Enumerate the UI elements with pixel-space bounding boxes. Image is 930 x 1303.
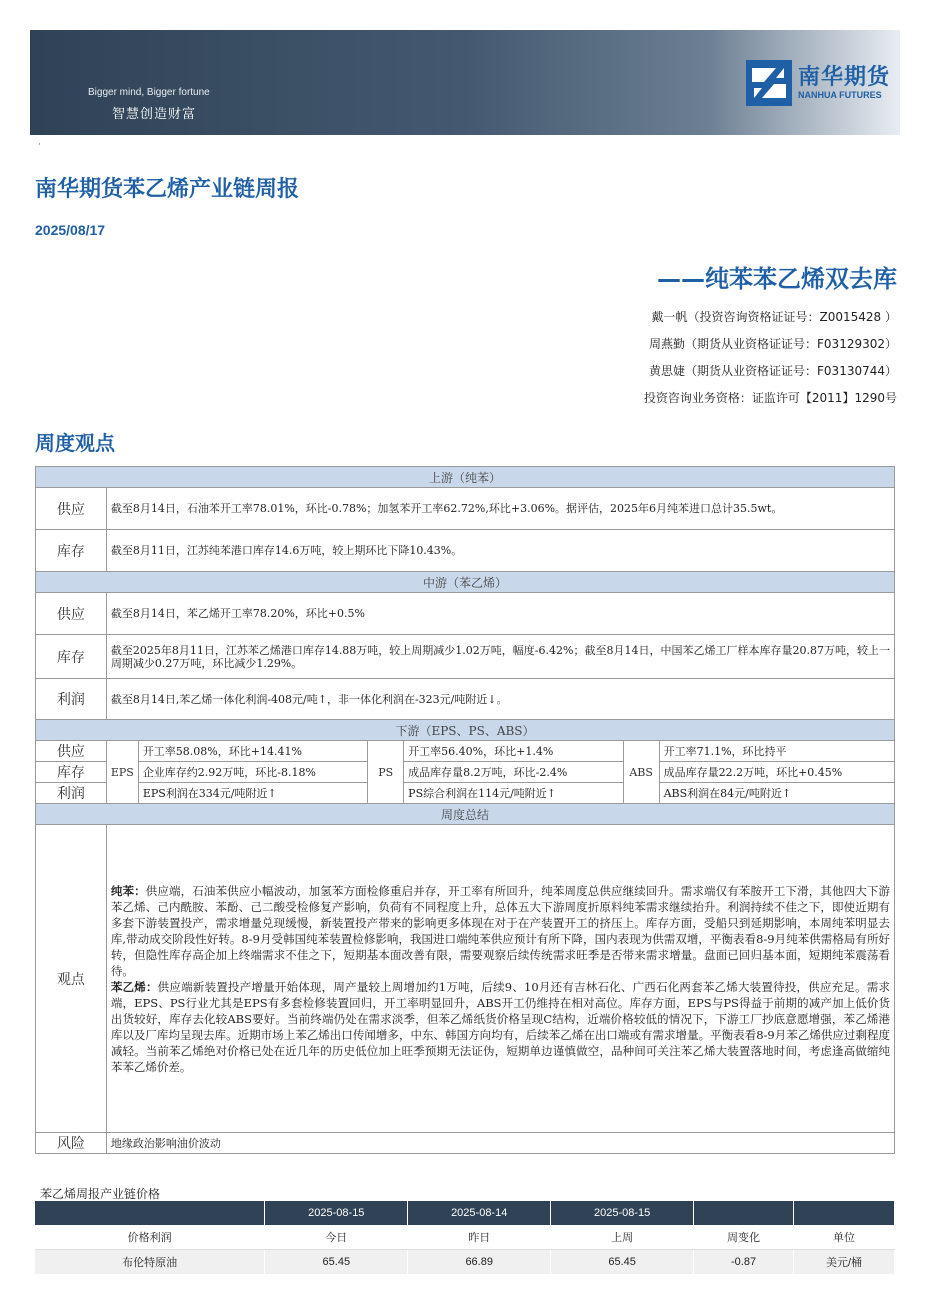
- license-line: 投资咨询业务资格：证监许可【2011】1290号: [643, 391, 897, 405]
- benzene-heading: 纯苯：: [110, 883, 146, 898]
- upstream-inventory-text: 截至8月11日，江苏纯苯港口库存14.6万吨，较上期环比下降10.43%。: [106, 530, 894, 572]
- midstream-supply-text: 截至8月14日，苯乙烯开工率78.20%，环比+0.5%: [106, 593, 894, 635]
- author-line: 戴一帆（投资咨询资格证证号：Z0015428 ）: [651, 310, 897, 324]
- slogan-cn: 智慧创造财富: [112, 107, 197, 122]
- table-cell: 65.45: [551, 1250, 694, 1275]
- styrene-paragraph: [111, 979, 890, 1075]
- date-cell: [35, 1201, 265, 1225]
- midstream-profit-label: 利润: [36, 679, 107, 720]
- header-banner: [30, 30, 900, 135]
- table-cell: -0.87: [694, 1250, 794, 1275]
- downstream-inventory-label: 库存: [36, 762, 107, 783]
- column-header: 昨日: [408, 1225, 551, 1250]
- benzene-text: 供应端，石油苯供应小幅波动，加氢苯方面检修重启并存，开工率有所回升，纯苯周度总供应继续回升。需求端仅有苯胺开工下滑，其他四大下游苯乙烯、己内酰胺、苯酚、己二酸受检修复产影响，负荷有不同程度上升，总体五大下游周度折原料纯苯需求继续抬升。利润持续不佳之下，即使近期有多套下游装置投产，需求增量兑现缓慢，新装置投产带来的影响更多体现在对于在产装置开工的挤压上。库存方面，受船只到延期影响，本周纯苯明显去库,带动成交阶段性好转。8-9月受韩国纯苯装置检修影响，我国进口端纯苯供应预计有所下降，国内表现为供需双增，平衡表看8-9月纯苯供需格局有所好转，但隐性库存高企加上终端需求不佳之下，短期基本面改善有限，需要观察后续传统需求旺季是否带来需求增量。盘面已回归基本面，短期纯苯震荡看待。: [110, 883, 891, 978]
- risk-label: 风险: [36, 1133, 107, 1154]
- eps-inventory: 企业库存约2.92万吨，环比-8.18%: [138, 762, 367, 783]
- table-cell: 66.89: [408, 1250, 551, 1275]
- report-subtitle: ——纯苯苯乙烯双去库: [657, 265, 897, 293]
- author-line: 周燕勤（期货从业资格证证号：F03129302）: [649, 337, 897, 351]
- table-row: [35, 1250, 895, 1275]
- styrene-text: 供应端新装置投产增量开始体现，周产量较上周增加约1万吨，后续9、10月还有吉林石化、广西石化两套苯乙烯大装置待投，供应充足。需求端，EPS、PS行业尤其是EPS有多套检修装置回归，开工率明显回升，ABS开工仍维持在相对高位。库存方面，EPS与PS得益于前期的减产加上低价货出货较好，库存去化较ABS要好。当前终端仍处在需求淡季，但苯乙烯纸货价格呈现C结构，近端价格较低的情况下，下游工厂抄底意愿增强，苯乙烯港库以及厂库均呈现去库。近期市场上苯乙烯出口传闻增多，中东、韩国方向均有，后续苯乙烯在出口端或有需求增量。平衡表看8-9月苯乙烯供应过剩程度减轻。当前苯乙烯绝对价格已处在近几年的历史低位加上旺季预期无法证伪，短期单边谨慎做空，品种间可关注苯乙烯大装置落地时间，考虑逢高做缩纯苯苯乙烯价差。: [110, 979, 890, 1074]
- ps-profit: PS综合利润在114元/吨附近↑: [404, 783, 623, 804]
- date-cell: [694, 1201, 794, 1225]
- abs-label: ABS: [623, 741, 659, 804]
- styrene-heading: 苯乙烯：: [110, 979, 158, 994]
- column-header: 今日: [265, 1225, 408, 1250]
- ps-supply: 开工率56.40%，环比+1.4%: [404, 741, 623, 762]
- nanhua-logo: [746, 60, 890, 106]
- downstream-profit-label: 利润: [36, 783, 107, 804]
- summary-header: 周度总结: [36, 804, 895, 825]
- table-cell: 65.45: [265, 1250, 408, 1275]
- midstream-inventory-label: 库存: [36, 635, 107, 679]
- table-cell: 美元/桶: [794, 1250, 895, 1275]
- dot-mark: ·: [38, 140, 41, 150]
- report-title: 南华期货苯乙烯产业链周报: [35, 177, 300, 202]
- date-cell: 2025-08-15: [265, 1201, 408, 1225]
- price-table-title: 苯乙烯周报产业链价格: [40, 1187, 161, 1201]
- logo-en: NANHUA FUTURES: [797, 90, 882, 100]
- upstream-header: 上游（纯苯）: [36, 467, 895, 488]
- downstream-supply-label: 供应: [36, 741, 107, 762]
- risk-text: 地缘政治影响油价波动: [106, 1133, 894, 1154]
- table-cell: 布伦特原油: [35, 1250, 265, 1275]
- midstream-inventory-text: 截至2025年8月11日，江苏苯乙烯港口库存14.88万吨，较上周期减少1.02万吨，幅度-6.42%；截至8月14日，中国苯乙烯工厂样本库存量20.87万吨，较上一周期减少0.27万吨，环比减少1.29%。: [106, 635, 894, 679]
- benzene-paragraph: [111, 883, 890, 979]
- price-table: [35, 1201, 895, 1274]
- section-title: 周度观点: [35, 431, 115, 455]
- view-label: 观点: [36, 825, 107, 1133]
- date-cell: 2025-08-14: [408, 1201, 551, 1225]
- date-cell: [794, 1201, 895, 1225]
- eps-label: EPS: [106, 741, 138, 804]
- weekly-view-table: [35, 466, 895, 1154]
- upstream-supply-label: 供应: [36, 488, 107, 530]
- author-list: [644, 309, 897, 417]
- ps-inventory: 成品库存量8.2万吨，环比-2.4%: [404, 762, 623, 783]
- logo-cn: 南华期货: [797, 65, 890, 90]
- price-date-row: [35, 1201, 895, 1225]
- midstream-profit-text: 截至8月14日,苯乙烯一体化利润-408元/吨↑，非一体化利润在-323元/吨附近↓。: [106, 679, 894, 720]
- column-header: 单位: [794, 1225, 895, 1250]
- abs-inventory: 成品库存量22.2万吨，环比+0.45%: [659, 762, 894, 783]
- abs-profit: ABS利润在84元/吨附近↑: [659, 783, 894, 804]
- column-header: 上周: [551, 1225, 694, 1250]
- column-header: 价格利润: [35, 1225, 265, 1250]
- nanhua-logo-icon: [746, 60, 792, 106]
- ps-label: PS: [368, 741, 404, 804]
- column-header: 周变化: [694, 1225, 794, 1250]
- report-date: 2025/08/17: [35, 222, 106, 238]
- eps-profit: EPS利润在334元/吨附近↑: [138, 783, 367, 804]
- date-cell: 2025-08-15: [551, 1201, 694, 1225]
- upstream-supply-text: 截至8月14日，石油苯开工率78.01%，环比-0.78%；加氢苯开工率62.72%,环比+3.06%。据评估，2025年6月纯苯进口总计35.5wt。: [106, 488, 894, 530]
- upstream-inventory-label: 库存: [36, 530, 107, 572]
- downstream-header: 下游（EPS、PS、ABS）: [36, 720, 895, 741]
- midstream-header: 中游（苯乙烯）: [36, 572, 895, 593]
- summary-text: [106, 825, 894, 1133]
- author-line: 黄思婕（期货从业资格证证号：F03130744）: [649, 364, 897, 378]
- abs-supply: 开工率71.1%，环比持平: [659, 741, 894, 762]
- midstream-supply-label: 供应: [36, 593, 107, 635]
- price-header-row: [35, 1225, 895, 1250]
- slogan-en: Bigger mind, Bigger fortune: [88, 87, 210, 98]
- eps-supply: 开工率58.08%，环比+14.41%: [138, 741, 367, 762]
